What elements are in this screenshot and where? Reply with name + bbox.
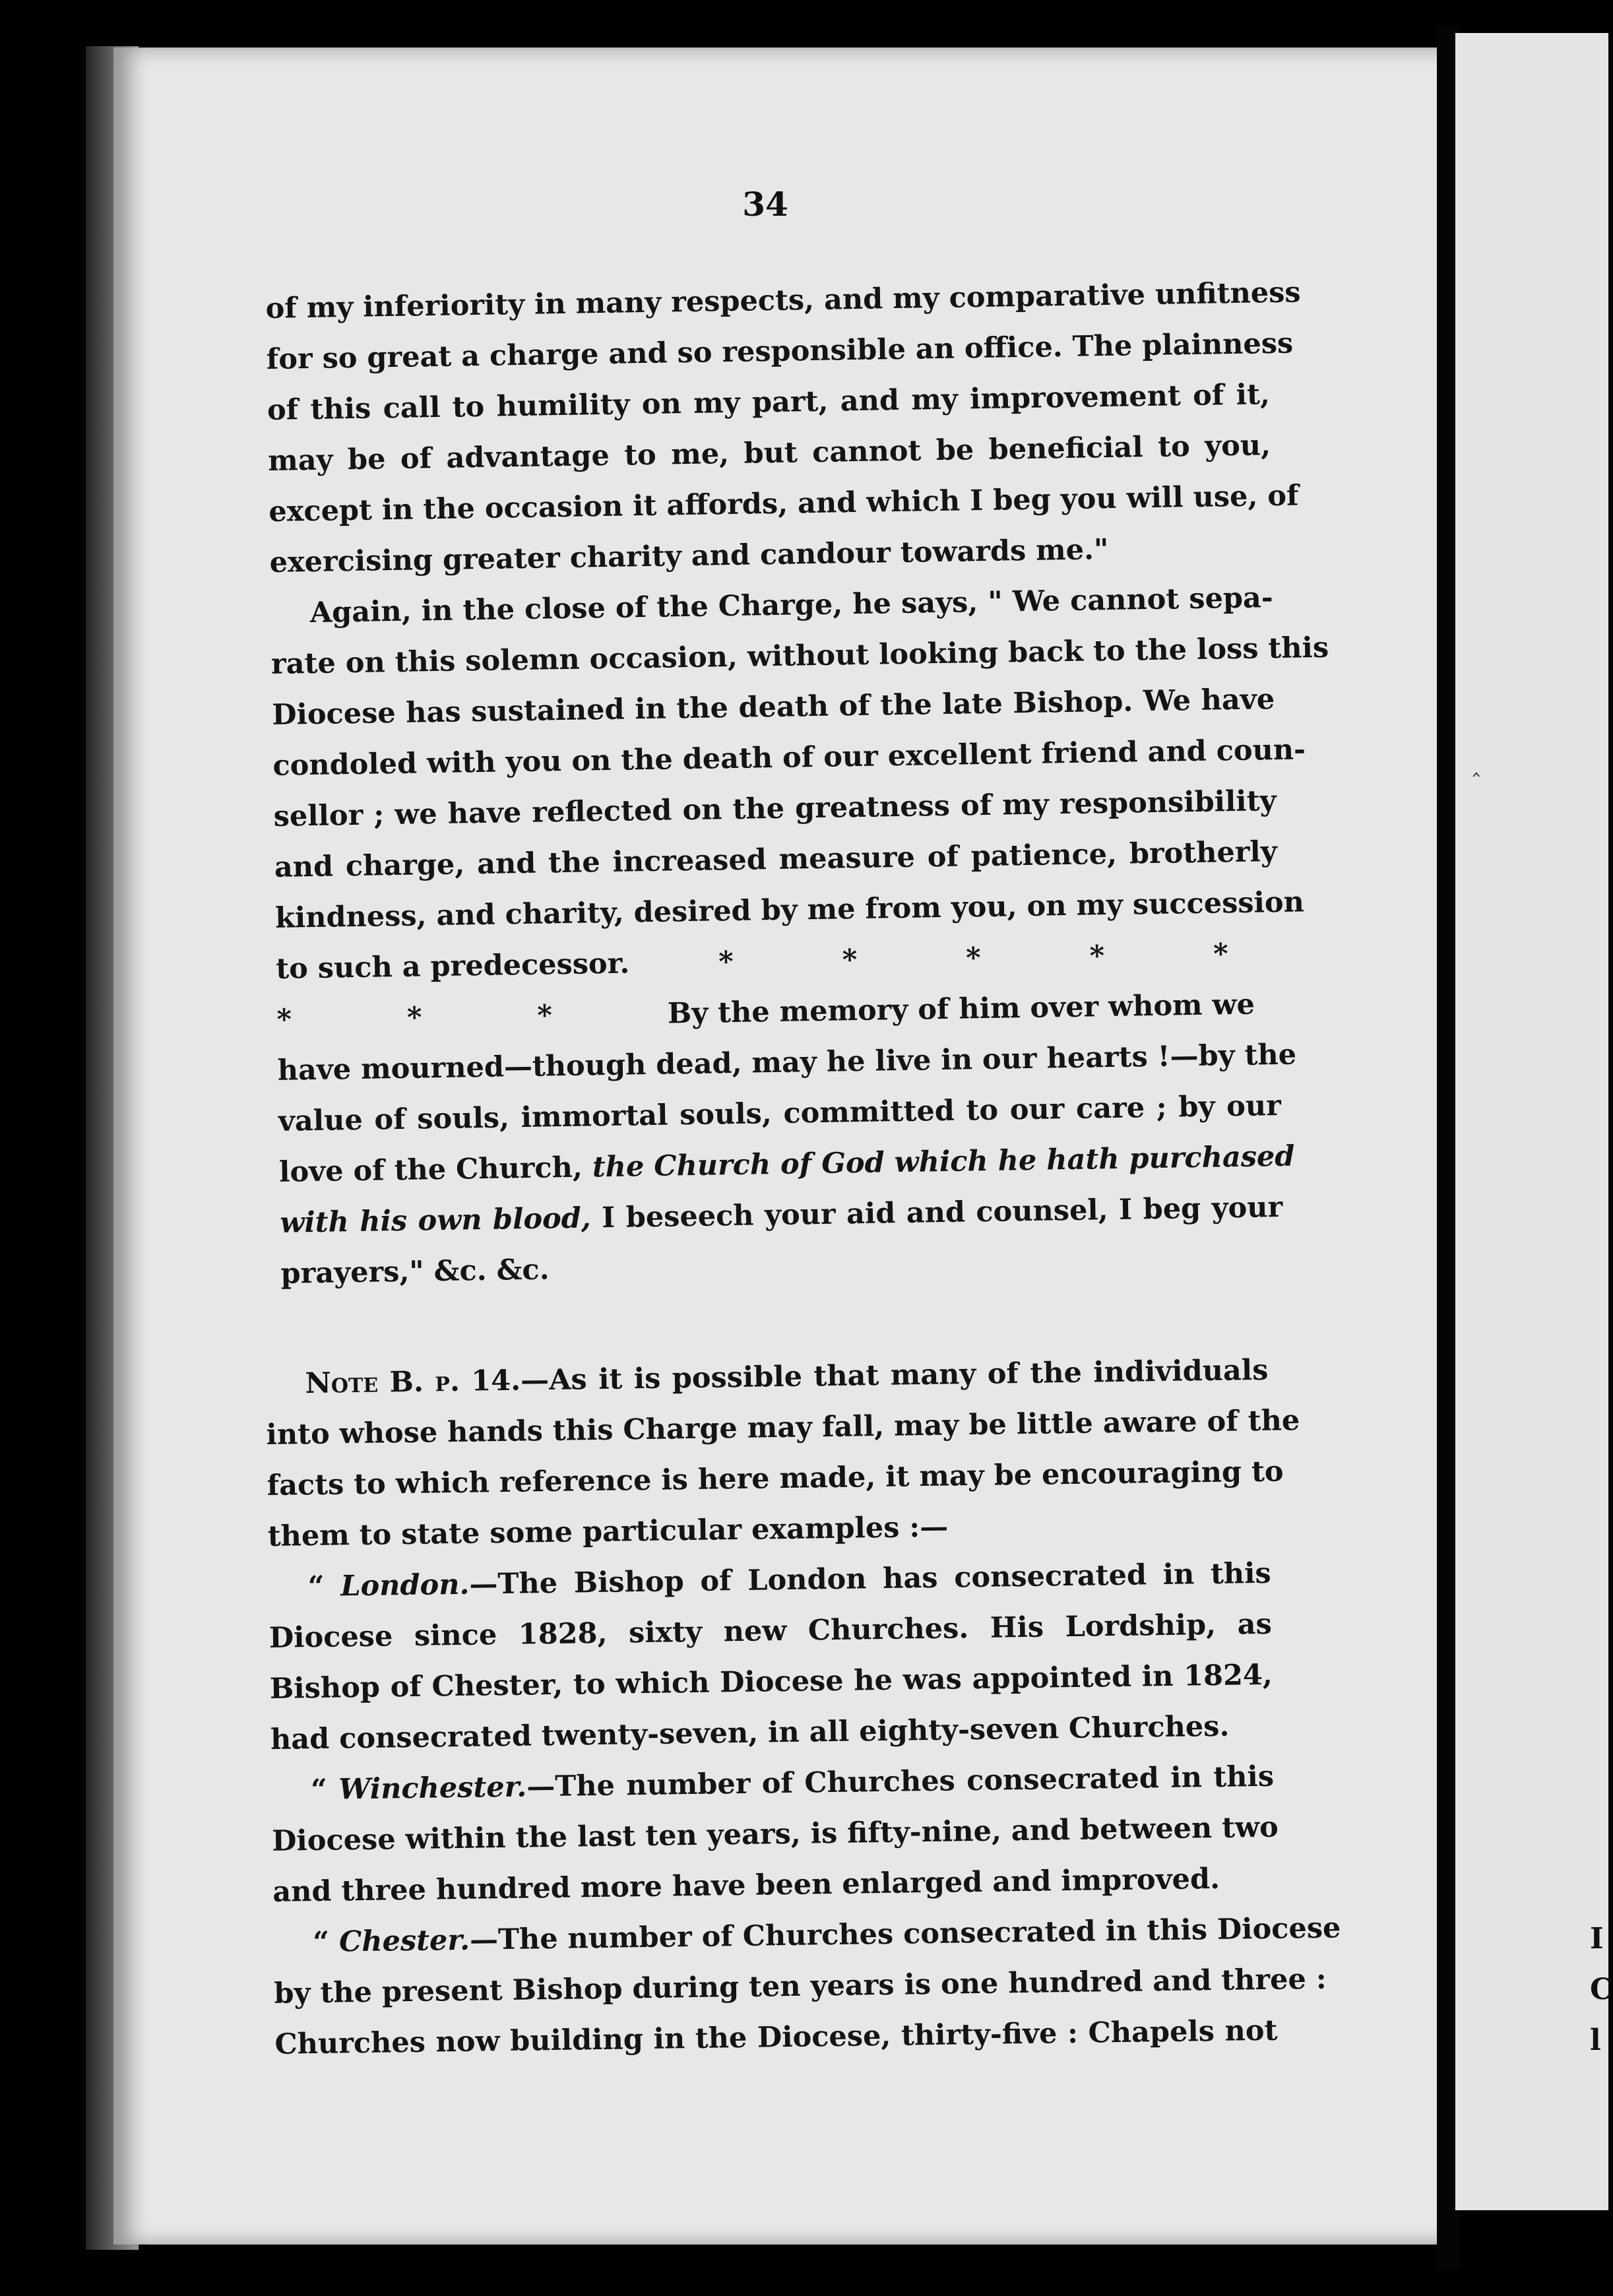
text-fragment: —The number of Churches consecrated in this xyxy=(526,1760,1275,1804)
text-line: Diocese has sustained in the death of the late Bishop. We have xyxy=(271,683,1275,732)
opening-quote: “ xyxy=(310,1773,328,1807)
italic-quotation: the Church of God which he hath purchased xyxy=(592,1139,1295,1184)
asterisk: * xyxy=(1213,938,1229,971)
asterisk: * xyxy=(842,943,858,977)
text-fragment: By the memory of him over whom we xyxy=(667,988,1255,1031)
opening-quote: “ xyxy=(313,1925,330,1960)
asterisk: * xyxy=(276,1003,292,1036)
opening-quote: “ xyxy=(307,1570,325,1604)
text-line: had consecrated twenty-seven, in all eighty-seven Churches. xyxy=(270,1709,1230,1756)
asterisk: * xyxy=(718,945,734,979)
text-line: facts to which reference is here made, it may be encouraging to xyxy=(267,1455,1284,1502)
text-line: Bishop of Chester, to which Diocese he was appointed in 1824, xyxy=(269,1658,1273,1706)
text-line: Again, in the close of the Charge, he says, " We cannot sepa- xyxy=(309,581,1274,629)
asterisk: * xyxy=(965,941,982,975)
entry-place: Chester. xyxy=(338,1923,470,1959)
text-line: of this call to humility on my part, and my improvement of it, xyxy=(267,378,1271,427)
text-line: rate on this solemn occasion, without looking back to the loss this xyxy=(270,631,1329,681)
text-fragment: —As it is possible that many of the individuals xyxy=(520,1353,1269,1397)
text-line: value of souls, immortal souls, committed to our care ; by our xyxy=(278,1089,1282,1138)
text-line: of my inferiority in many respects, and my comparative unfitness xyxy=(265,276,1301,325)
text-line: Diocese since 1828, sixty new Churches. His Lordship, as xyxy=(269,1607,1273,1655)
italic-quotation: with his own blood, xyxy=(279,1201,592,1240)
text-line: by the present Bishop during ten years is one hundred and three : xyxy=(274,1962,1327,2010)
facing-page-text-edge xyxy=(1590,1913,1613,2066)
text-fragment: —The number of Churches consecrated in this Diocese xyxy=(469,1911,1341,1957)
text-line: and three hundred more have been enlarged and improved. xyxy=(272,1862,1220,1909)
asterisk-row xyxy=(718,928,1328,988)
text-line: exercising greater charity and candour towards me." xyxy=(269,532,1109,579)
edge-char: C xyxy=(1590,1973,1613,2006)
text-line: have mourned—though dead, may he live in our hearts !—by the xyxy=(277,1038,1297,1087)
note-b-section xyxy=(265,1345,1341,2070)
text-line: sellor ; we have reflected on the greatness of my responsibility xyxy=(273,784,1277,833)
stray-mark: ‸ xyxy=(1472,751,1480,777)
asterisk: * xyxy=(406,1001,422,1035)
text-line: prayers," &c. &c. xyxy=(280,1253,550,1291)
edge-char: I xyxy=(1590,1922,1604,1956)
text-line: condoled with you on the death of our excellent friend and coun- xyxy=(272,733,1306,782)
entry-place: London. xyxy=(340,1568,470,1603)
text-line: and charge, and the increased measure of patience, brotherly xyxy=(274,835,1278,884)
text-line: Diocese within the last ten years, is fifty-nine, and between two xyxy=(271,1810,1279,1858)
text-fragment: love of the Church, xyxy=(278,1151,583,1189)
text-fragment: I beseech your aid and counsel, I beg your xyxy=(601,1190,1283,1235)
text-fragment: to such a predecessor. xyxy=(275,947,630,986)
quoted-charge-text xyxy=(265,268,1329,1300)
asterisk: * xyxy=(1089,940,1105,973)
text-line: Churches now building in the Diocese, thirty-five : Chapels not xyxy=(274,2014,1278,2061)
entry-place: Winchester. xyxy=(338,1770,527,1806)
edge-char: l xyxy=(1590,2024,1601,2057)
text-line: for so great a charge and so responsible an office. The plainness xyxy=(266,327,1294,376)
asterisk: * xyxy=(537,999,553,1033)
text-line: kindness, and charity, desired by me from you, on my succession xyxy=(274,885,1305,935)
text-line: into whose hands this Charge may fall, may be little aware of the xyxy=(266,1404,1300,1451)
text-fragment: —The Bishop of London has consecrated in this xyxy=(469,1556,1272,1601)
text-line: them to state some particular examples :— xyxy=(267,1510,949,1553)
note-heading: Note B. p. 14. xyxy=(305,1364,521,1401)
text-line: may be of advantage to me, but cannot be beneficial to you, xyxy=(267,429,1271,478)
text-line: except in the occasion it affords, and which I beg you will use, of xyxy=(269,479,1299,528)
facing-page xyxy=(1455,33,1608,2210)
page-number: 34 xyxy=(742,185,788,224)
